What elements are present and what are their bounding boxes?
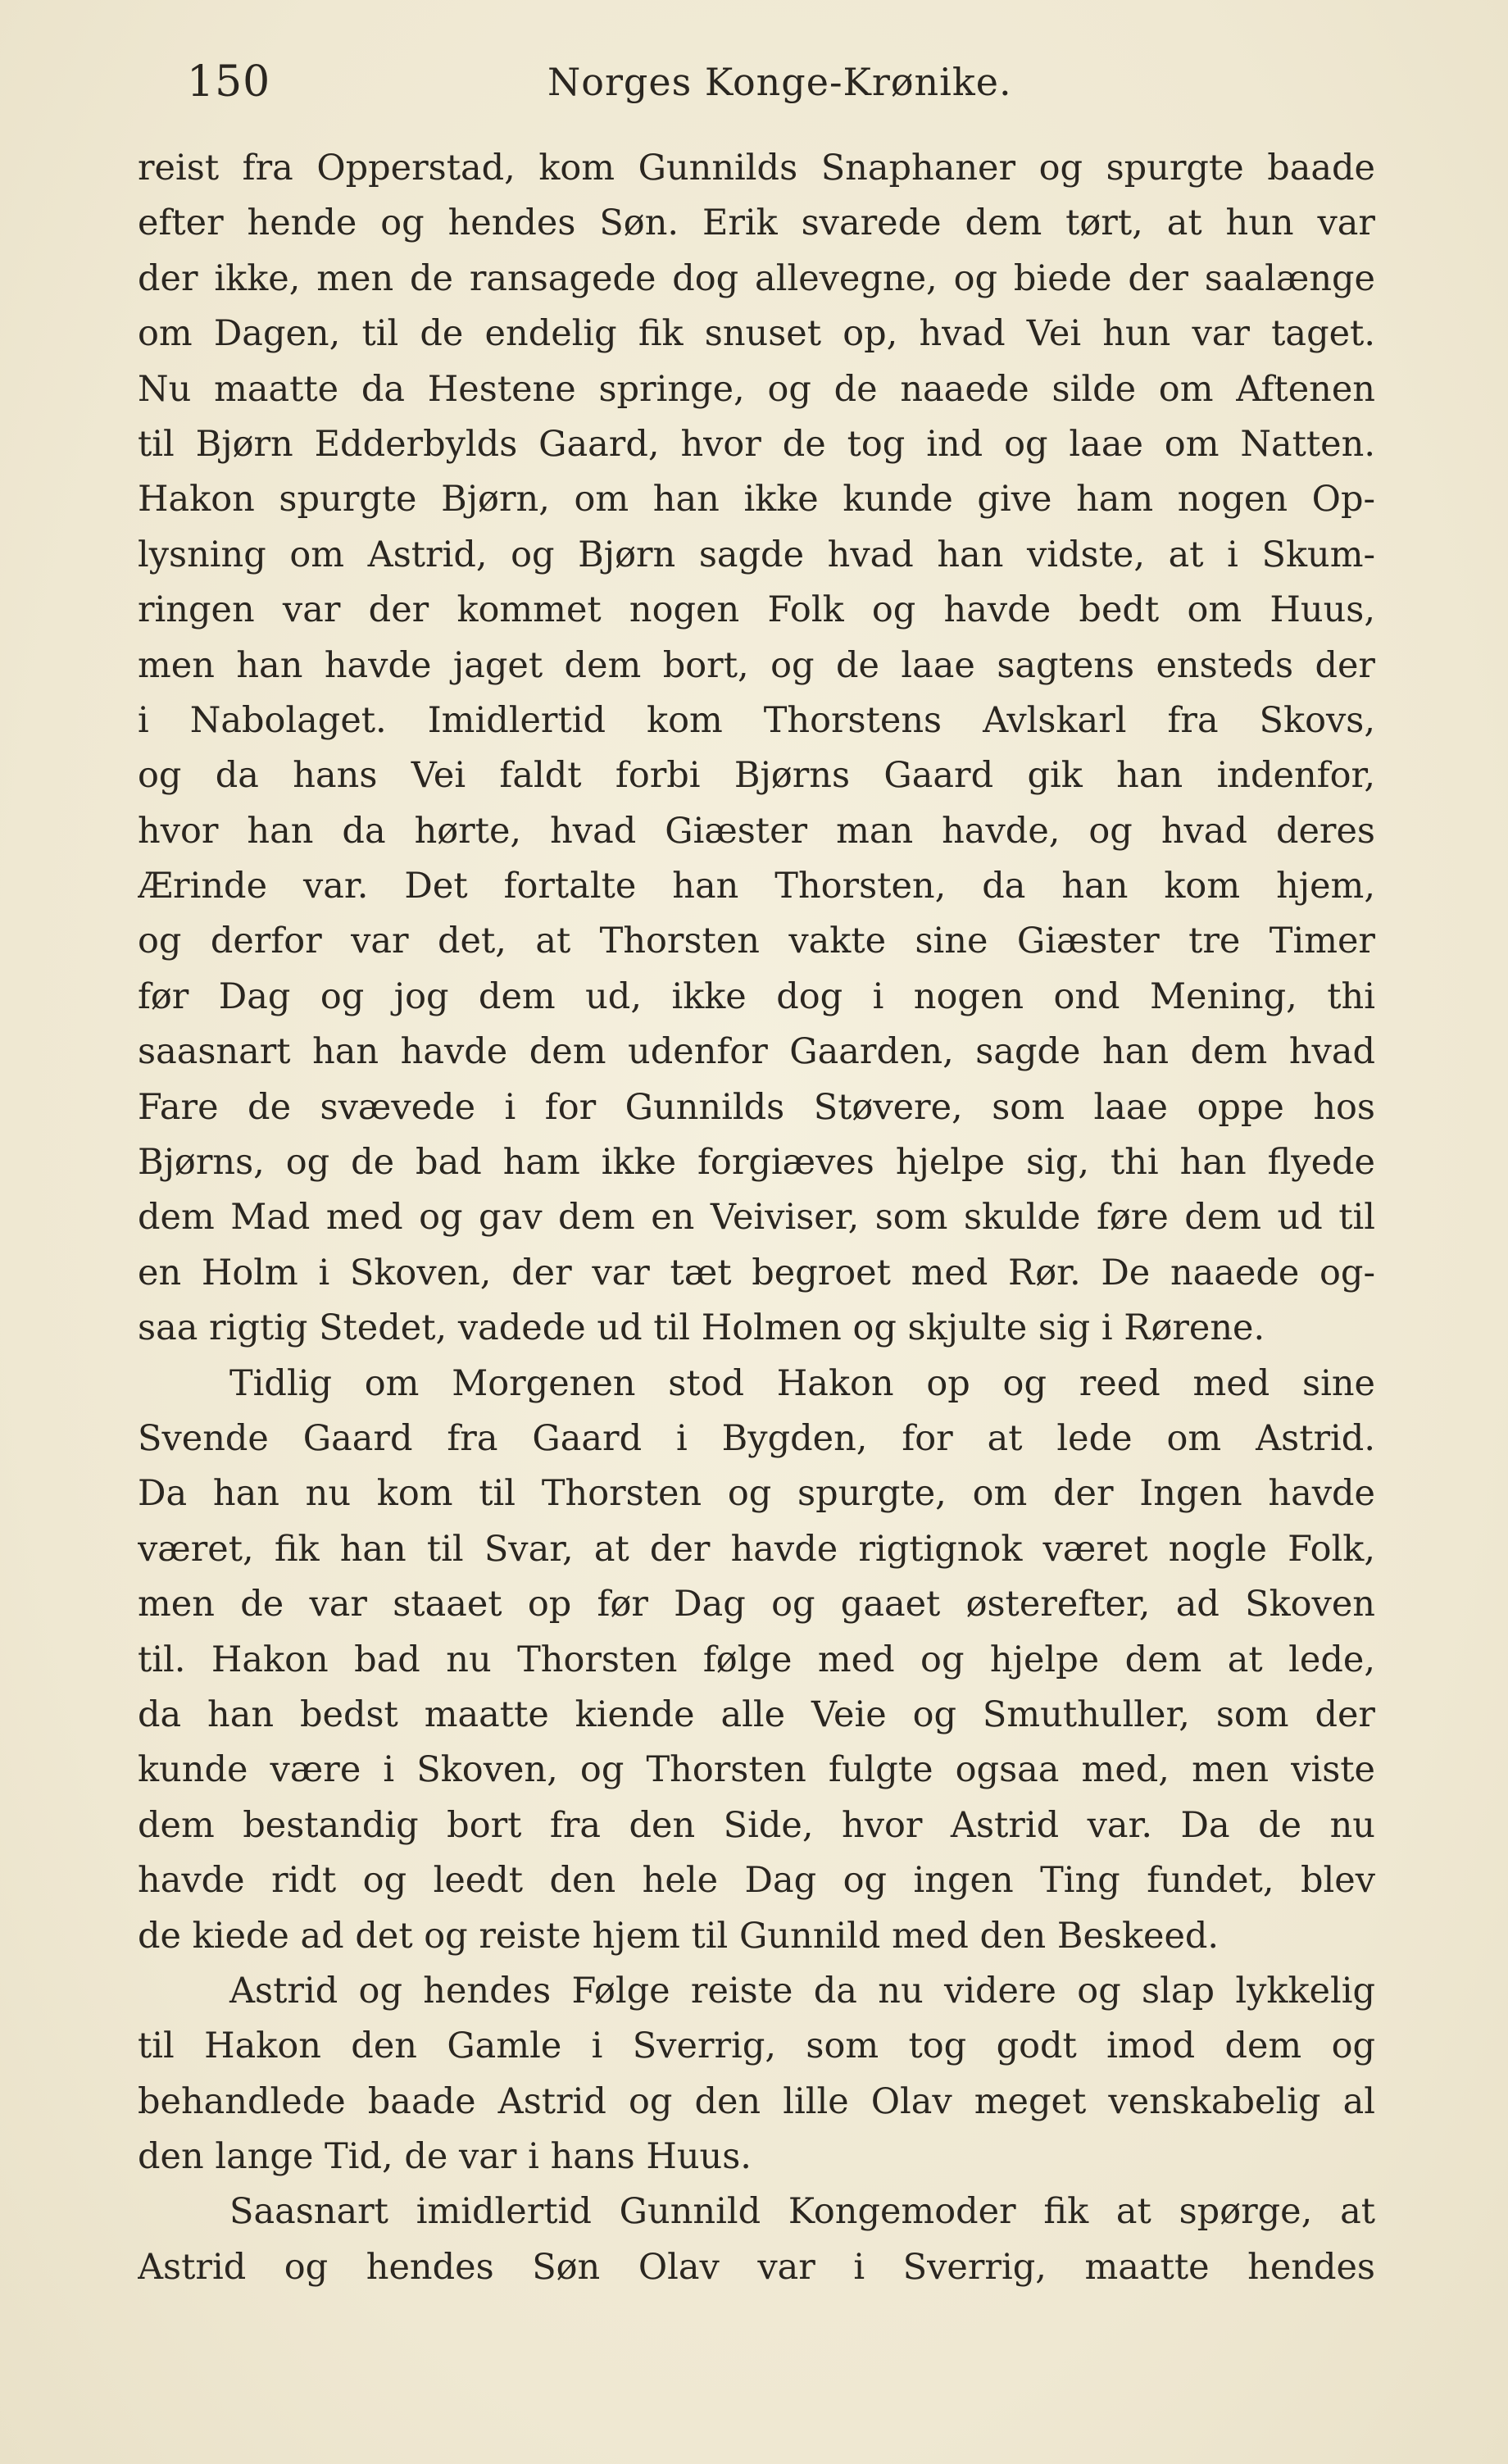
text-line: Astrid og hendes Følge reiste da nu videre og slap lykkelig xyxy=(229,1970,1375,2012)
text-line: Tidlig om Morgenen stod Hakon op og reed med sine xyxy=(229,1362,1375,1404)
text-line: i Nabolaget. Imidlertid kom Thorstens Avlskarl fra Skovs, xyxy=(138,699,1375,741)
text-line: Saasnart imidlertid Gunnild Kongemoder fik at spørge, at xyxy=(229,2191,1375,2233)
text-line: saasnart han havde dem udenfor Gaarden, sagde han dem hvad xyxy=(138,1031,1375,1073)
text-line: de kiede ad det og reiste hjem til Gunnild med den Beskeed. xyxy=(138,1915,1220,1957)
text-line: ringen var der kommet nogen Folk og havde bedt om Huus, xyxy=(138,589,1375,631)
text-line: før Dag og jog dem ud, ikke dog i nogen ond Mening, thi xyxy=(138,975,1375,1017)
text-line: Bjørns, og de bad ham ikke forgiæves hjelpe sig, thi han flyede xyxy=(138,1142,1375,1184)
text-line: Svende Gaard fra Gaard i Bygden, for at lede om Astrid. xyxy=(138,1417,1375,1459)
text-line: men han havde jaget dem bort, og de laae sagtens ensteds der xyxy=(138,644,1375,686)
text-line: lysning om Astrid, og Bjørn sagde hvad han vidste, at i Skum- xyxy=(138,534,1375,575)
text-line: da han bedst maatte kiende alle Veie og Smuthuller, som der xyxy=(138,1693,1375,1735)
text-line: Ærinde var. Det fortalte han Thorsten, da han kom hjem, xyxy=(138,866,1375,907)
text-line: men de var staaet op før Dag og gaaet østerefter, ad Skoven xyxy=(138,1584,1375,1625)
text-line: saa rigtig Stedet, vadede ud til Holmen og skjulte sig i Rørene. xyxy=(138,1307,1265,1349)
running-title: Norges Konge-Krønike. xyxy=(547,60,1012,104)
text-line: hvor han da hørte, hvad Giæster man havde, og hvad deres xyxy=(138,810,1375,852)
text-line: og da hans Vei faldt forbi Bjørns Gaard gik han indenfor, xyxy=(138,755,1375,797)
text-line: dem bestandig bort fra den Side, hvor Astrid var. Da de nu xyxy=(138,1804,1375,1846)
text-line: havde ridt og leedt den hele Dag og ingen Ting fundet, blev xyxy=(138,1860,1375,1902)
text-line: Hakon spurgte Bjørn, om han ikke kunde give ham nogen Op- xyxy=(138,479,1375,521)
text-line: den lange Tid, de var i hans Huus. xyxy=(138,2136,752,2178)
text-line: kunde være i Skoven, og Thorsten fulgte ogsaa med, men viste xyxy=(138,1749,1375,1791)
page-header xyxy=(138,49,1375,115)
text-line: Astrid og hendes Søn Olav var i Sverrig, maatte hendes xyxy=(138,2246,1375,2288)
text-line: Nu maatte da Hestene springe, og de naaede silde om Aftenen xyxy=(138,368,1375,410)
text-line: Fare de svævede i for Gunnilds Støvere, som laae oppe hos xyxy=(138,1086,1375,1128)
text-line: Da han nu kom til Thorsten og spurgte, om der Ingen havde xyxy=(138,1473,1375,1515)
text-line: efter hende og hendes Søn. Erik svarede dem tørt, at hun var xyxy=(138,202,1375,244)
text-line: til Bjørn Edderbylds Gaard, hvor de tog ind og laae om Natten. xyxy=(138,423,1375,465)
text-line: om Dagen, til de endelig fik snuset op, hvad Vei hun var taget. xyxy=(138,313,1375,355)
text-line: en Holm i Skoven, der var tæt begroet med Rør. De naaede og- xyxy=(138,1252,1375,1293)
text-line: til. Hakon bad nu Thorsten følge med og hjelpe dem at lede, xyxy=(138,1639,1375,1680)
text-line: reist fra Opperstad, kom Gunnilds Snaphaner og spurgte baade xyxy=(138,148,1375,189)
text-line: været, fik han til Svar, at der havde rigtignok været nogle Folk, xyxy=(138,1528,1375,1570)
body-text xyxy=(138,141,1375,2295)
text-line: til Hakon den Gamle i Sverrig, som tog godt imod dem og xyxy=(138,2025,1375,2067)
text-line: der ikke, men de ransagede dog allevegne, og biede der saalænge xyxy=(138,257,1375,299)
text-line: dem Mad med og gav dem en Veiviser, som skulde føre dem ud til xyxy=(138,1197,1375,1239)
text-line: behandlede baade Astrid og den lille Olav meget venskabelig al xyxy=(138,2080,1375,2122)
text-line: og derfor var det, at Thorsten vakte sine Giæster tre Timer xyxy=(138,921,1375,962)
page-number: 150 xyxy=(187,57,271,107)
